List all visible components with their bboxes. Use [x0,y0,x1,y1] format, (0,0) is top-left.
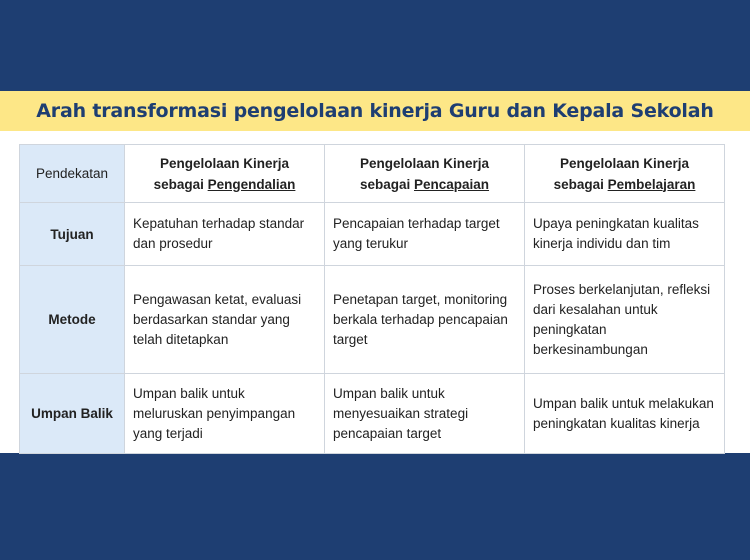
table-cell: Umpan balik untuk menyesuaikan strategi pencapaian target [325,374,525,454]
corner-header: Pendekatan [20,145,125,203]
table-row-metode [20,266,725,374]
row-label-metode: Metode [20,266,125,374]
table-cell: Proses berkelanjutan, refleksi dari kesalahan untuk peningkatan berkesinambungan [525,266,725,374]
column-header-prefix: sebagai [359,176,414,192]
table-cell: Penetapan target, monitoring berkala terhadap pencapaian target [325,266,525,374]
column-header-pembelajaran [525,145,725,203]
column-header-prefix: sebagai [153,176,208,192]
table-cell: Pengawasan ketat, evaluasi berdasarkan standar yang telah ditetapkan [125,266,325,374]
page-title: Arah transformasi pengelolaan kinerja Guru dan Kepala Sekolah [36,100,714,122]
column-header-line1: Pengelolaan Kinerja [159,155,290,171]
table-cell: Kepatuhan terhadap standar dan prosedur [125,203,325,266]
row-label-tujuan: Tujuan [20,203,125,266]
content-panel [0,131,750,453]
column-header-prefix: sebagai [553,176,608,192]
table-cell: Umpan balik untuk melakukan peningkatan kualitas kinerja [525,374,725,454]
row-label-umpan-balik: Umpan Balik [20,374,125,454]
title-banner [0,91,750,131]
table-row-umpan-balik [20,374,725,454]
column-header-pengendalian [125,145,325,203]
table-cell: Upaya peningkatan kualitas kinerja individu dan tim [525,203,725,266]
comparison-table [19,144,725,454]
table-cell: Umpan balik untuk meluruskan penyimpangan yang terjadi [125,374,325,454]
table-row-tujuan [20,203,725,266]
column-header-emphasis: Pencapaian [413,176,490,192]
table-cell: Pencapaian terhadap target yang terukur [325,203,525,266]
column-header-line1: Pengelolaan Kinerja [559,155,690,171]
column-header-emphasis: Pengendalian [207,176,296,192]
column-header-emphasis: Pembelajaran [607,176,696,192]
column-header-line1: Pengelolaan Kinerja [359,155,490,171]
column-header-pencapaian [325,145,525,203]
table-header-row [20,145,725,203]
